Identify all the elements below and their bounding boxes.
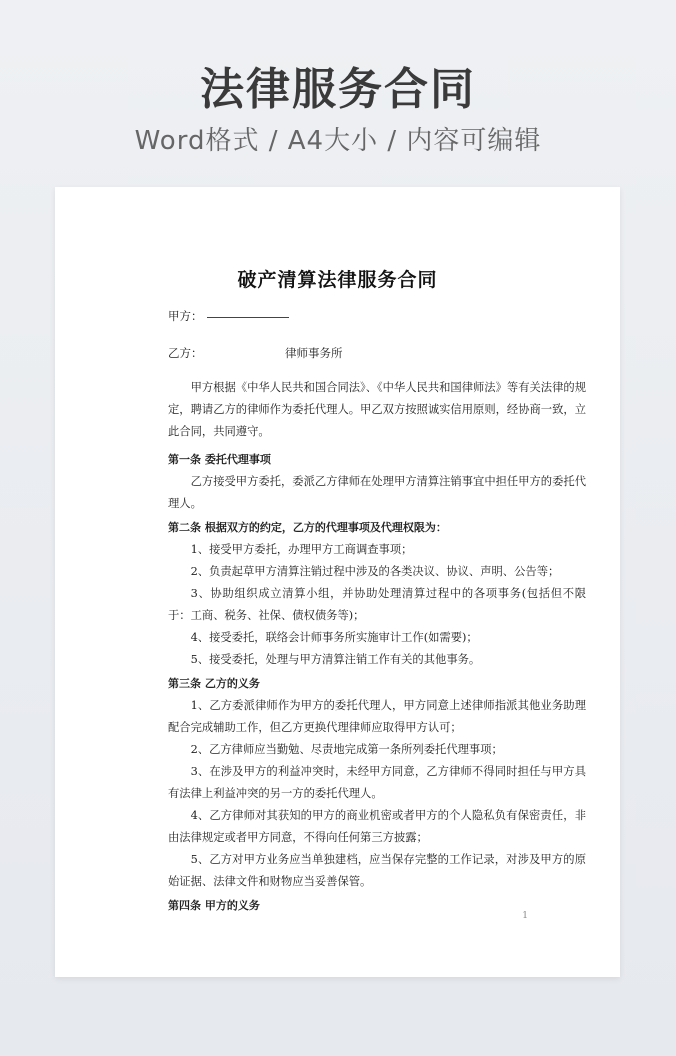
header-subtitle: Word格式 / A4大小 / 内容可编辑 <box>134 126 542 156</box>
article2-item: 5、接受委托，处理与甲方清算注销工作有关的其他事务。 <box>190 653 481 666</box>
document-body <box>168 377 586 917</box>
party-b-firm: 律师事务所 <box>285 346 343 360</box>
article1-text: 乙方接受甲方委托，委派乙方律师在处理甲方清算注销事宜中担任甲方的委托代理人。 <box>168 475 586 510</box>
header <box>0 62 676 158</box>
preamble-paragraph: 甲方根据《中华人民共和国合同法》、《中华人民共和国律师法》等有关法律的规定，聘请乙方的律师作为委托代理人。甲乙双方按照诚实信用原则，经协商一致，立此合同，共同遵守。 <box>168 381 586 438</box>
document-page <box>55 187 620 977</box>
party-b-label: 乙方： <box>168 346 203 360</box>
article3-item: 2、乙方律师应当勤勉、尽责地完成第一条所列委托代理事项； <box>190 743 503 756</box>
article1-heading: 第一条 委托代理事项 <box>168 453 271 466</box>
article3-item: 1、乙方委派律师作为甲方的委托代理人，甲方同意上述律师指派其他业务助理配合完成辅助工作，但乙方更换代理律师应取得甲方认可； <box>168 699 586 734</box>
party-a-blank <box>207 317 289 318</box>
document-title: 破产清算法律服务合同 <box>237 269 438 291</box>
article3-item: 3、在涉及甲方的利益冲突时，未经甲方同意，乙方律师不得同时担任与甲方具有法律上利益冲突的另一方的委托代理人。 <box>168 765 586 800</box>
article2-item: 2、负责起草甲方清算注销过程中涉及的各类决议、协议、声明、公告等； <box>190 565 560 578</box>
article3-item: 5、乙方对甲方业务应当单独建档，应当保存完整的工作记录，对涉及甲方的原始证据、法律文件和财物应当妥善保管。 <box>168 853 586 888</box>
article2-item: 4、接受委托，联络会计师事务所实施审计工作(如需要)； <box>190 631 478 644</box>
header-title: 法律服务合同 <box>200 64 476 115</box>
article4-heading: 第四条 甲方的义务 <box>168 899 260 912</box>
party-a-label: 甲方： <box>168 309 203 323</box>
article2-heading: 第二条 根据双方的约定，乙方的代理事项及代理权限为： <box>168 521 447 534</box>
page-number: 1 <box>522 911 528 921</box>
article2-item: 3、协助组织成立清算小组，并协助处理清算过程中的各项事务(包括但不限于：工商、税务、社保、债权债务等)； <box>168 587 586 622</box>
party-a-line <box>168 308 289 324</box>
article3-item: 4、乙方律师对其获知的甲方的商业机密或者甲方的个人隐私负有保密责任，非由法律规定或者甲方同意，不得向任何第三方披露； <box>168 809 586 844</box>
article3-heading: 第三条 乙方的义务 <box>168 677 260 690</box>
article2-item: 1、接受甲方委托，办理甲方工商调查事项； <box>190 543 413 556</box>
